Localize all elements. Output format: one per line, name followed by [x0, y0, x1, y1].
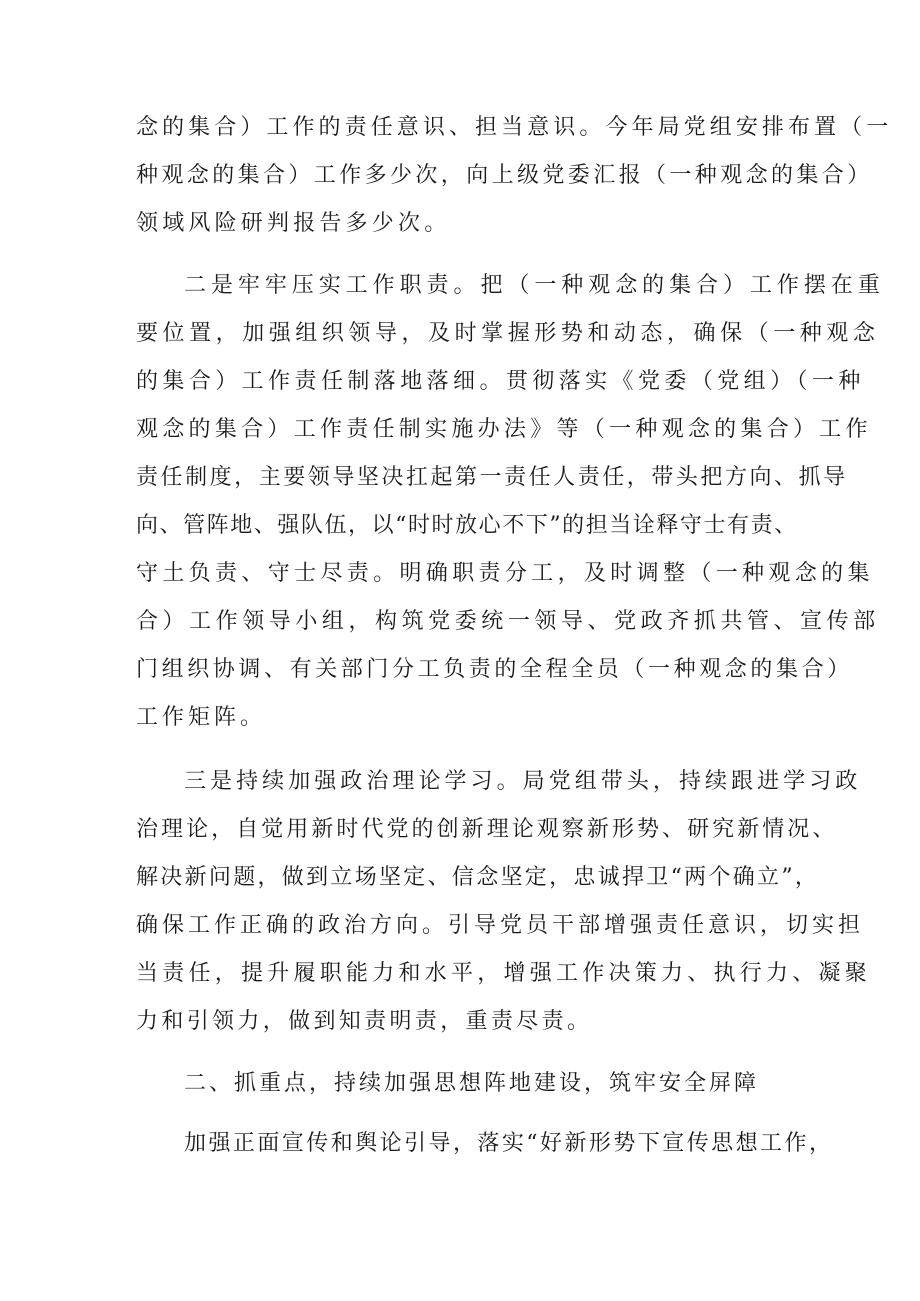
text-line: 解决新问题，做到立场坚定、信念坚定，忠诚捍卫“两个确立”， — [136, 865, 820, 890]
text-line: 种观念的集合）工作多少次，向上级党委汇报（一种观念的集合） — [136, 163, 873, 188]
text-line: 要位置，加强组织领导，及时掌握形势和动态，确保（一种观念 — [136, 321, 880, 346]
text-line: 观念的集合）工作责任制实施办法》等（一种观念的集合）工作 — [136, 417, 872, 442]
text-line: 二是牢牢压实工作职责。把（一种观念的集合）工作摆在重 — [184, 273, 885, 298]
text-line: 加强正面宣传和舆论引导，落实“好新形势下宣传思想工作， — [184, 1131, 834, 1156]
text-line: 守土负责、守士尽责。明确职责分工，及时调整（一种观念的集 — [136, 561, 874, 586]
text-line: 治理论，自觉用新时代党的创新理论观察新形势、研究新情况、 — [136, 817, 838, 842]
text-line: 确保工作正确的政治方向。引导党员干部增强责任意识，切实担 — [136, 913, 865, 938]
section-heading-text: 二、抓重点，持续加强思想阵地建设，筑牢安全屏障 — [184, 1071, 760, 1096]
text-line: 三是持续加强政治理论学习。局党组带头，持续跟进学习政 — [184, 769, 862, 794]
text-line: 门组织协调、有关部门分工负责的全程全员（一种观念的集合） — [136, 657, 853, 682]
text-line: 力和引领力，做到知责明责，重责尽责。 — [136, 1009, 593, 1034]
text-line: 责任制度，主要领导坚决扛起第一责任人责任，带头把方向、抓导 — [136, 465, 848, 490]
text-line: 工作矩阵。 — [136, 705, 267, 730]
text-line: 合）工作领导小组，构筑党委统一领导、党政齐抓共管、宣传部 — [136, 609, 880, 634]
text-line: 当责任，提升履职能力和水平，增强工作决策力、执行力、凝聚 — [136, 961, 872, 986]
text-line: 念的集合）工作的责任意识、担当意识。今年局党组安排布置（一 — [136, 115, 893, 140]
text-line: 领域风险研判报告多少次。 — [136, 211, 451, 236]
text-line: 的集合）工作责任制落地落细。贯彻落实《党委（党组）（一种 — [136, 369, 865, 394]
text-line: 向、管阵地、强队伍，以“时时放心不下”的担当诠释守士有责、 — [136, 513, 798, 538]
